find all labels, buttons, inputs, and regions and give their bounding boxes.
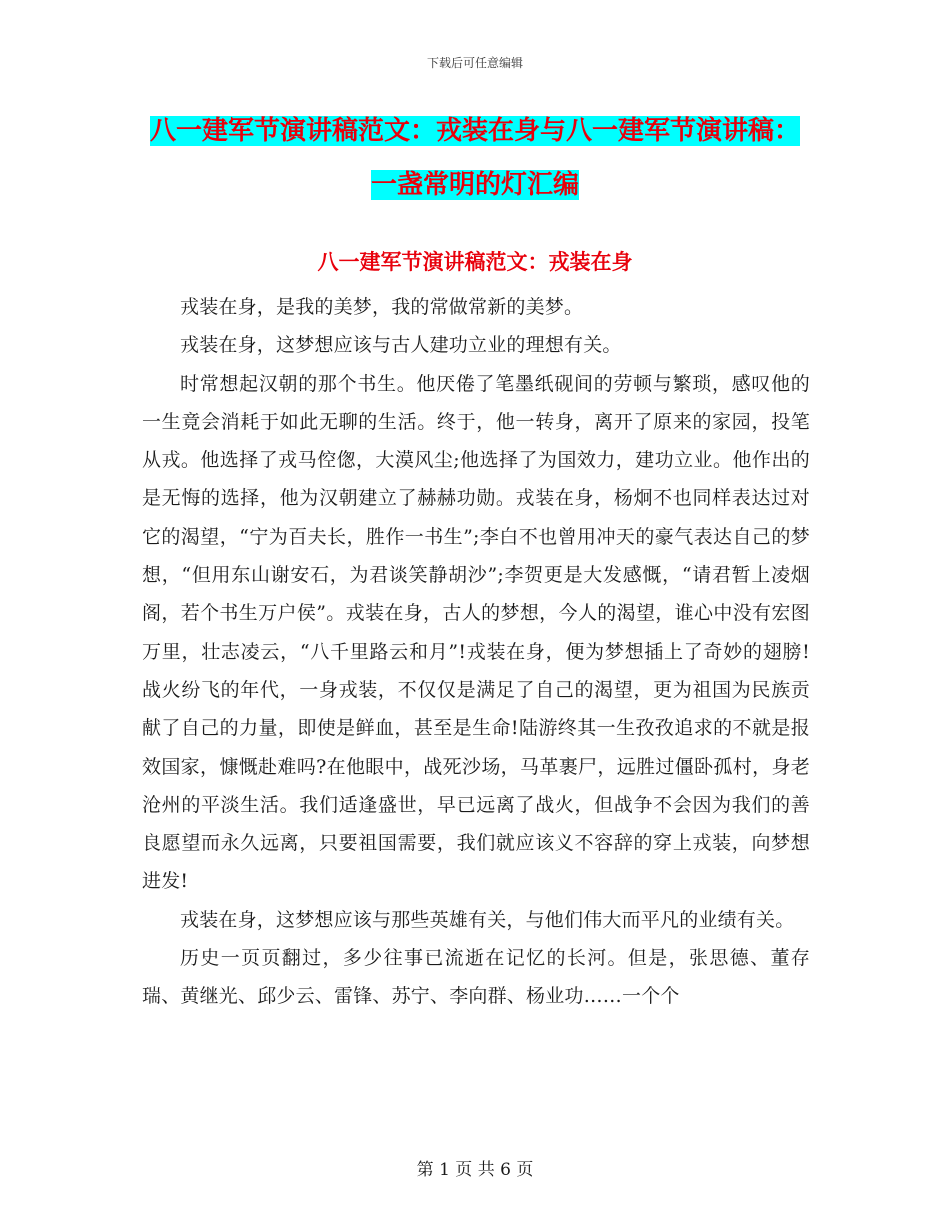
page-footer: 第 1 页 共 6 页 [416,1160,534,1180]
body-text [142,288,810,1016]
document-title [140,104,810,212]
document-title-text: 八一建军节演讲稿范文：戎装在身与八一建军节演讲稿：一盏常明的灯汇编 [149,116,800,200]
paragraph: 戎装在身，是我的美梦，我的常做常新的美梦。 [180,296,584,318]
paragraph: 戎装在身，这梦想应该与古人建功立业的理想有关。 [180,334,622,357]
paragraph: 时常想起汉朝的那个书生。他厌倦了笔墨纸砚间的劳顿与繁琐，感叹他的一生竟会消耗于如此无聊的生活。终于，他一转身，离开了原来的家园，投笔从戎。他选择了戎马倥偬，大漠风尘;他选择了为国效力，建功立业。他作出的是无悔的选择，他为汉朝建立了赫赫功勋。戎装在身，杨炯不也同样表达过对它的渴望，“宁为百夫长，胜作一书生”;李白不也曾用冲天的豪气表达自己的梦想，“但用东山谢安石，为君谈笑静胡沙”;李贺更是大发感慨，“请君暂上凌烟阁，若个书生万户侯”。戎装在身，古人的梦想，今人的渴望，谁心中没有宏图万里，壮志凌云，“八千里路云和月”!戎装在身，便为梦想插上了奇妙的翅膀!战火纷飞的年代，一身戎装，不仅仅是满足了自己的渴望，更为祖国为民族贡献了自己的力量，即使是鲜血，甚至是生命!陆游终其一生孜孜追求的不就是报效国家，慷慨赴难吗?在他眼中，战死沙场，马革裹尸，远胜过僵卧孤村，身老沧州的平淡生活。我们适逢盛世，早已远离了战火，但战争不会因为我们的善良愿望而永久远离，只要祖国需要，我们就应该义不容辞的穿上戎装，向梦想进发! [142,372,810,893]
header-note: 下载后可任意编辑 [426,56,523,70]
section-title: 八一建军节演讲稿范文：戎装在身 [317,250,633,274]
paragraph: 戎装在身，这梦想应该与那些英雄有关，与他们伟大而平凡的业绩有关。 [180,908,795,931]
paragraph: 历史一页页翻过，多少往事已流逝在记忆的长河。但是，张思德、董存瑞、黄继光、邱少云、雷锋、苏宁、李向群、杨业功……一个个 [142,947,810,1008]
